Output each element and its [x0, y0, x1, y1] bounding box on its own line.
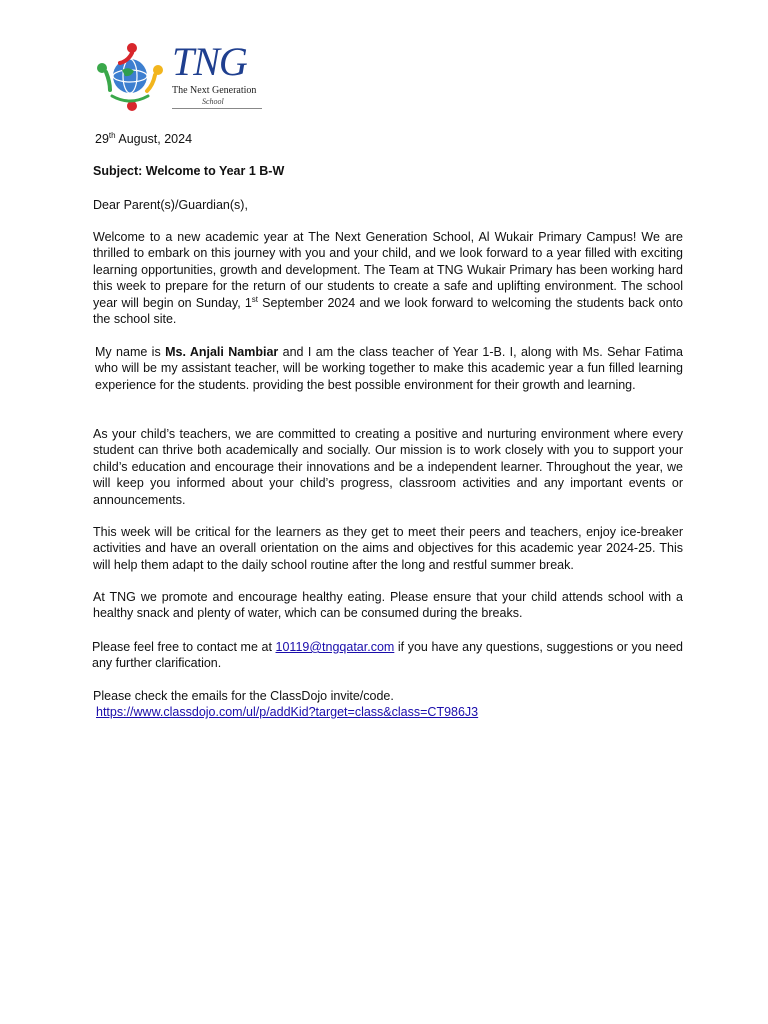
school-logo	[92, 40, 262, 114]
classdojo-link[interactable]: https://www.classdojo.com/ul/p/addKid?target=class&class=CT986J3	[96, 705, 479, 720]
paragraph-healthy-eating: At TNG we promote and encourage healthy eating. Please ensure that your child attends school with a healthy snack and plenty of water, which can be consumed during the breaks.	[93, 590, 683, 621]
paragraph-orientation-week: This week will be critical for the learners as they get to meet their peers and teachers, enjoy ice-breaker activities and have an overall orientation on the aims and objectives for this academic year 2024-25. This will help them adapt to the daily school routine after the long and restful summer break.	[93, 525, 683, 572]
letter-date: 29th August, 2024	[95, 130, 193, 146]
paragraph-contact: Please feel free to contact me at 10119@tngqatar.com if you have any questions, suggestions or you need any further clarification.	[92, 640, 683, 671]
teacher-name: Ms. Anjali Nambiar	[165, 345, 279, 359]
logo-wordmark: TNG	[172, 39, 247, 84]
letter-subject: Subject: Welcome to Year 1 B-W	[93, 164, 285, 178]
paragraph-welcome: Welcome to a new academic year at The Next Generation School, Al Wukair Primary Campus! We are thrilled to embark on this journey with you and your child, and we look forward to a year filled with exciting learning opportunities, growth and development. The Team at TNG Wukair Primary has been working hard this week to prepare for the return of our students to create a safe and uplifting environment. The school year will begin on Sunday, 1st September 2024 and we look forward to welcoming the students back onto the school site.	[93, 230, 683, 327]
globe-emblem-icon	[92, 40, 172, 114]
teacher-email-link[interactable]: 10119@tngqatar.com	[275, 640, 395, 654]
paragraph-teacher-intro: My name is Ms. Anjali Nambiar and I am the class teacher of Year 1-B. I, along with Ms. Sehar Fatima who will be my assistant teacher, will be working together to make this academic year a fun filled learning experience for the students. providing the best possible environment for their growth and learning.	[95, 345, 683, 392]
logo-subtitle: The Next Generation	[172, 85, 257, 96]
logo-divider	[172, 108, 262, 109]
letter-greeting: Dear Parent(s)/Guardian(s),	[93, 198, 248, 212]
logo-script-word: School	[202, 97, 224, 106]
paragraph-classdojo: Please check the emails for the ClassDojo invite/code. https://www.classdojo.com/ul/p/addKid?target=class&class=CT986J3	[93, 688, 683, 721]
paragraph-commitment: As your child’s teachers, we are committed to creating a positive and nurturing environment where every student can thrive both academically and socially. Our mission is to work closely with you to support your child’s education and encourage their innovations and be a independent learner. Throughout the year, we will keep you informed about your child’s progress, classroom activities and any important events or announcements.	[93, 427, 683, 507]
